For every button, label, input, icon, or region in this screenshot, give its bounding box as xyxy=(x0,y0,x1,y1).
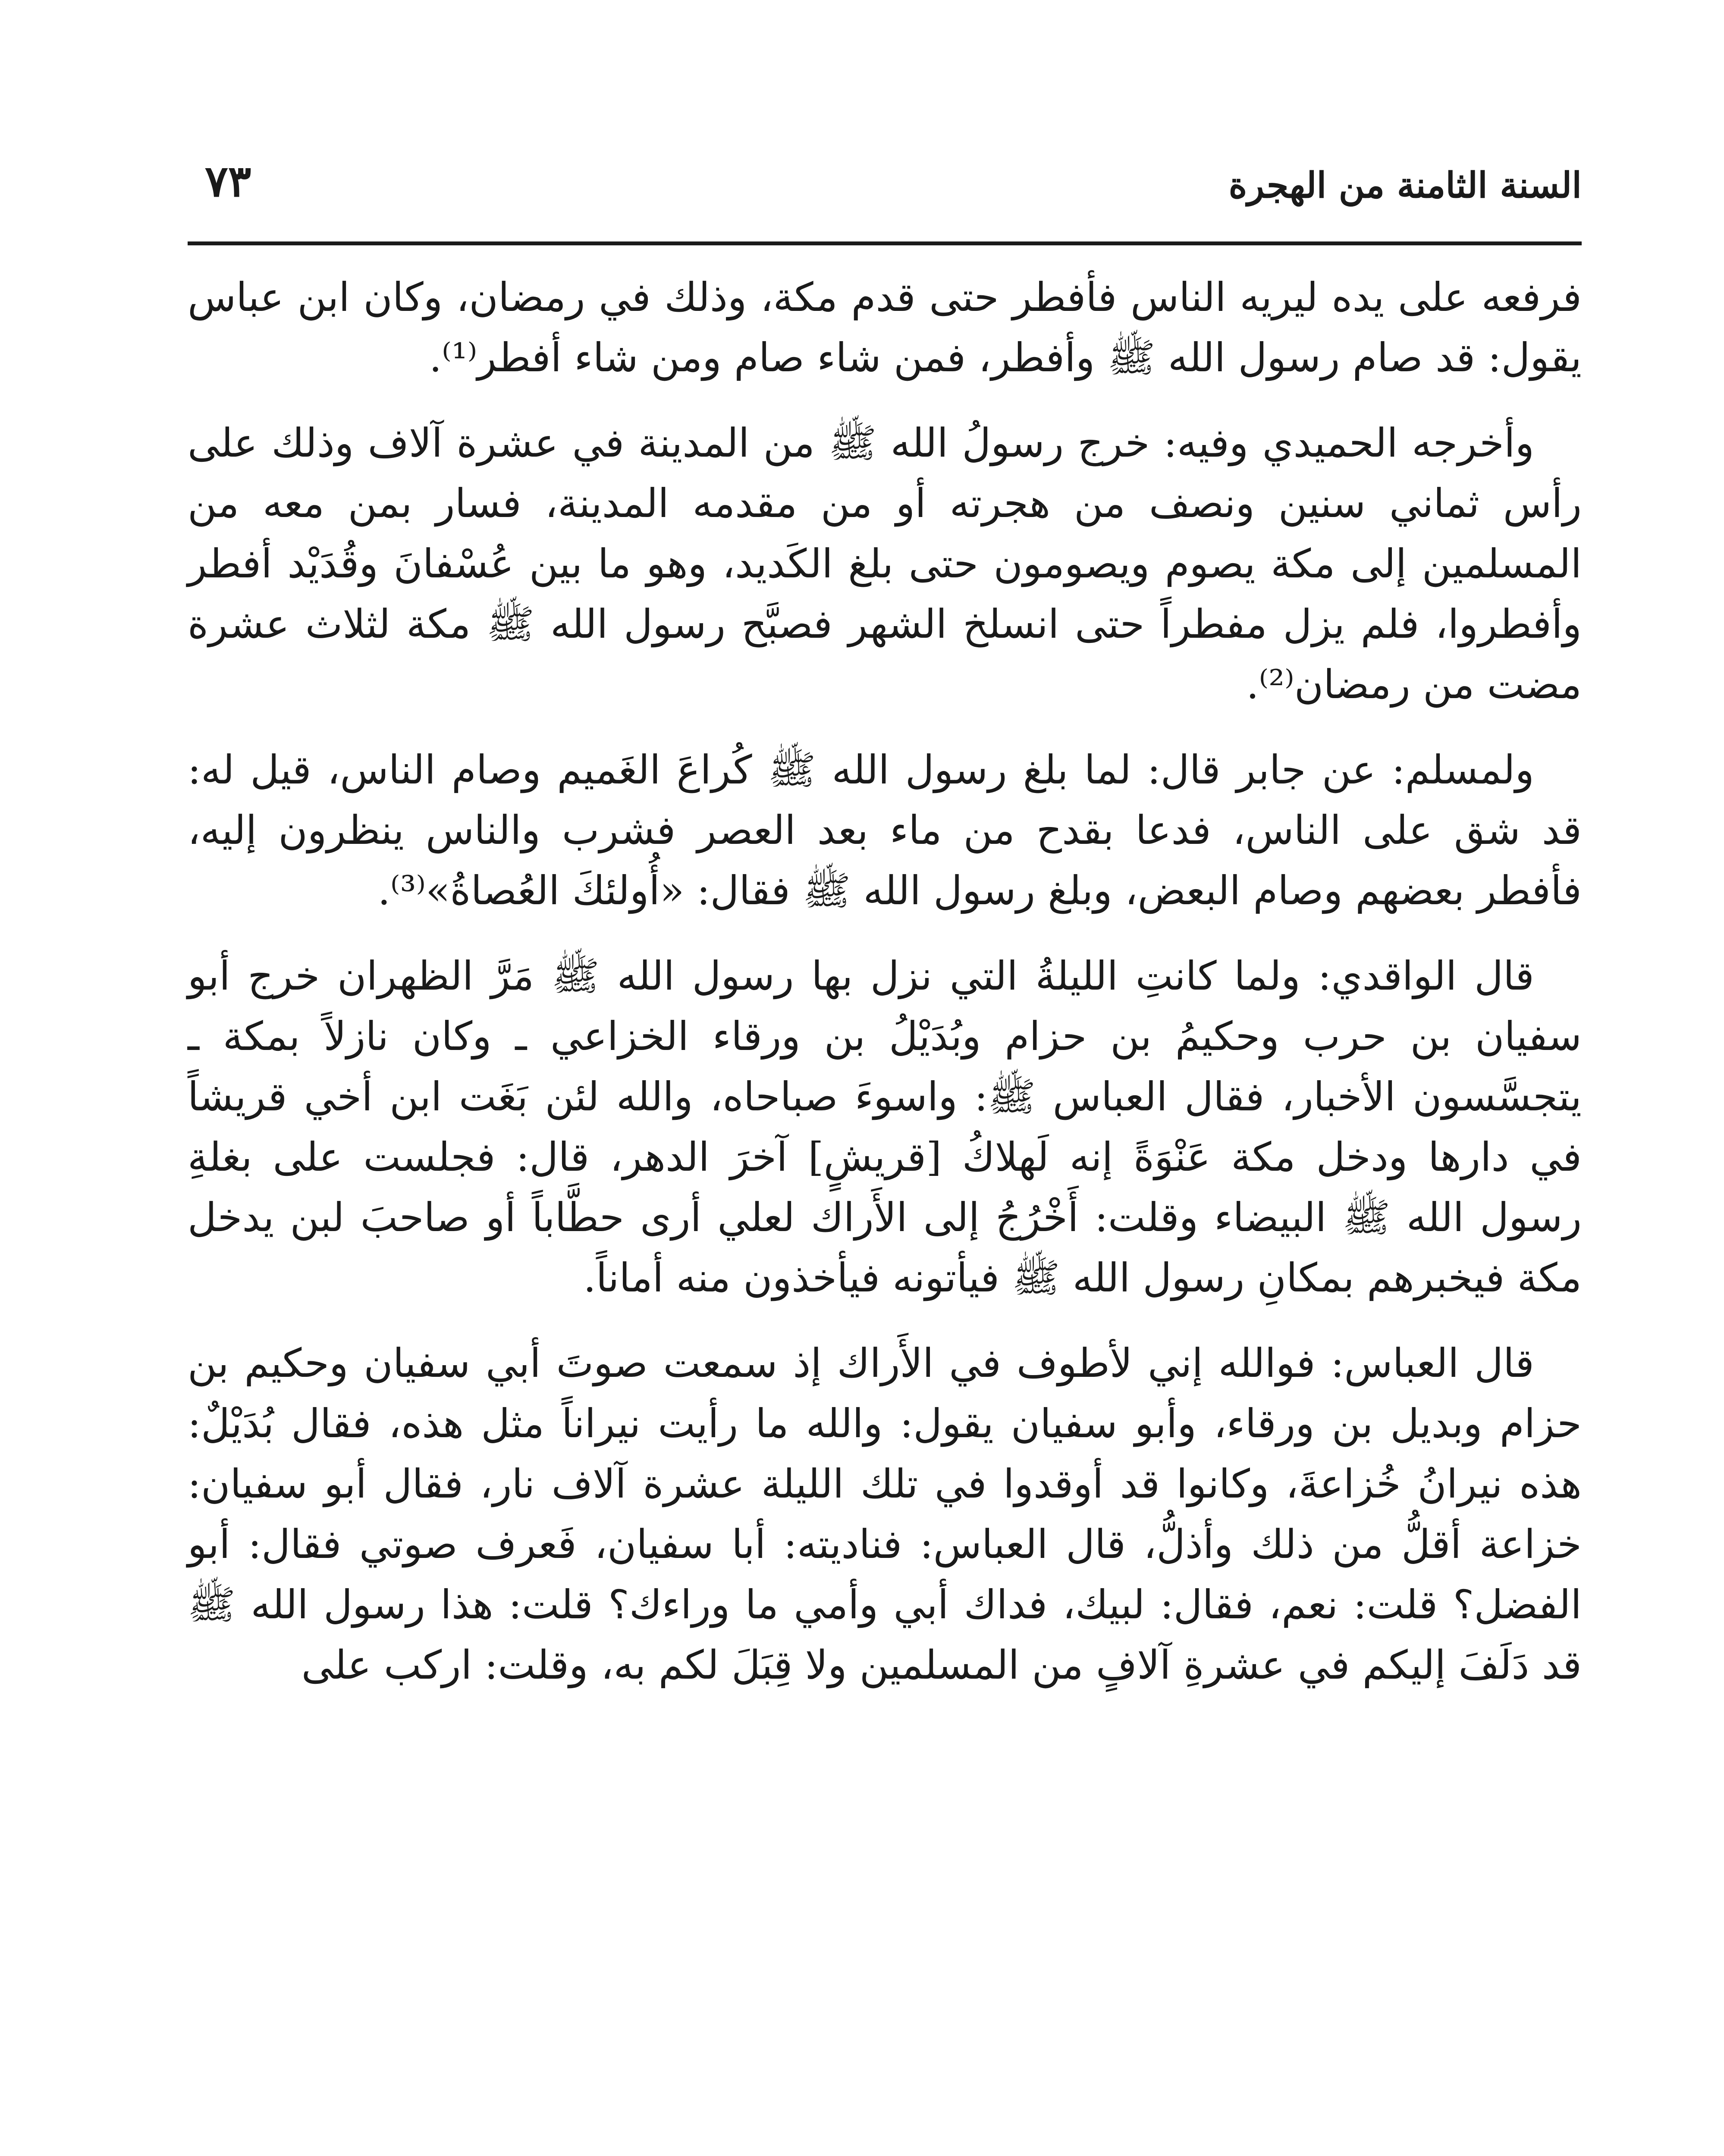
paragraph: ولمسلم: عن جابر قال: لما بلغ رسول الله ﷺ كُراعَ الغَميم وصام الناس، قيل له: قد شق على الناس، فدعا بقدح من ماء بعد العصر فشرب والناس ينظرون إليه، فأفطر بعضهم وصام البعض، وبلغ رسول الله ﷺ فقال: «أُولئكَ العُصاةُ»⁽³⁾. xyxy=(188,747,1582,914)
header-rule xyxy=(188,241,1582,245)
running-title: السنة الثامنة من الهجرة xyxy=(1228,165,1582,206)
paragraph: وأخرجه الحميدي وفيه: خرج رسولُ الله ﷺ من المدينة في عشرة آلاف وذلك على رأس ثماني سنين ونصف من هجرته أو من مقدمه المدينة، فسار بمن معه من المسلمين إلى مكة يصوم ويصومون حتى بلغ الكَديد، وهو ما بين عُسْفانَ وقُدَيْد أفطر وأفطروا، فلم يزل مفطراً حتى انسلخ الشهر فصبَّح رسول الله ﷺ مكة لثلاث عشرة مضت من رمضان⁽²⁾. xyxy=(188,420,1582,708)
page-number: ٧٣ xyxy=(205,156,251,207)
main-text xyxy=(188,267,1582,1720)
paragraph: قال الواقدي: ولما كانتِ الليلةُ التي نزل بها رسول الله ﷺ مَرَّ الظهران خرج أبو سفيان بن حرب وحكيمُ بن حزام وبُدَيْلُ بن ورقاء الخزاعي ـ وكان نازلاً بمكة ـ يتجسَّسون الأخبار، فقال العباس ﷺ: واسوءَ صباحاه، والله لئن بَغَت ابن أخي قريشاً في دارها ودخل مكة عَنْوَةً إنه لَهلاكُ [قريشٍ] آخرَ الدهر، قال: فجلست على بغلةِ رسول الله ﷺ البيضاء وقلت: أَخْرُجُ إلى الأَراك لعلي أرى حطَّاباً أو صاحبَ لبن يدخل مكة فيخبرهم بمكانِ رسول الله ﷺ فيأتونه فيأخذون منه أماناً. xyxy=(188,953,1582,1301)
page-header xyxy=(188,155,1582,216)
paragraph: فرفعه على يده ليريه الناس فأفطر حتى قدم مكة، وذلك في رمضان، وكان ابن عباس يقول: قد صام رسول الله ﷺ وأفطر، فمن شاء صام ومن شاء أفطر⁽¹⁾. xyxy=(188,274,1582,381)
paragraph: قال العباس: فوالله إني لأطوف في الأَراك إذ سمعت صوتَ أبي سفيان وحكيم بن حزام وبديل بن ورقاء، وأبو سفيان يقول: والله ما رأيت نيراناً مثل هذه، فقال بُدَيْلٌ: هذه نيرانُ خُزاعةَ، وكانوا قد أوقدوا في تلك الليلة عشرة آلاف نار، فقال أبو سفيان: خزاعة أقلُّ من ذلك وأذلُّ، قال العباس: فناديته: أبا سفيان، فَعرف صوتي فقال: أبو الفضل؟ قلت: نعم، فقال: لبيك، فداك أبي وأمي ما وراءك؟ قلت: هذا رسول الله ﷺ قد دَلَفَ إليكم في عشرةِ آلافٍ من المسلمين ولا قِبَلَ لكم به، وقلت: اركب على xyxy=(188,1340,1582,1688)
